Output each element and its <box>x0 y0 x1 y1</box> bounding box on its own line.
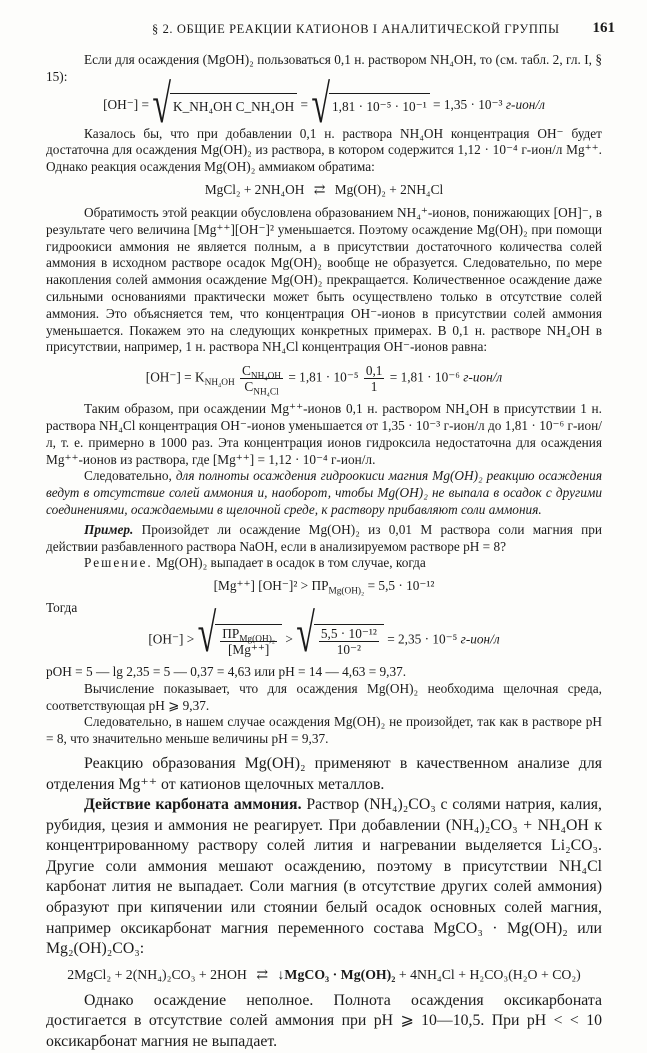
paragraph-conclusion-ammonium <box>46 468 602 518</box>
eq1-root-numeric <box>311 75 429 135</box>
radical-sign: √ <box>296 604 315 664</box>
paragraph-incomplete-precipitation: Однако осаждение неполное. Полнота осаждения оксикарбоната достигается в отсутствие солей аммония при pH ⩾ 10—10,5. При pH < < 10 оксикарбонат магния не выпадает. <box>46 991 602 1051</box>
eq1-unit: г-ион/л <box>505 96 545 112</box>
eq4-sub: Mg(OH)₂ <box>328 586 365 597</box>
eq5-fraction <box>220 626 277 657</box>
eq6-precipitate: ↓MgCO₃ · Mg(OH)₂ <box>277 966 396 982</box>
eq1-root-symbolic <box>152 75 297 135</box>
paragraph-intro: Если для осаждения (MgOH)₂ пользоваться 0,1 н. раствором NH₄OH, то (см. табл. 2, гл. I, § 15): <box>46 52 602 84</box>
page-content <box>46 52 602 1053</box>
page-number: 161 <box>592 20 615 36</box>
calculation-line: pOH = 5 — lg 2,35 = 5 — 0,37 = 4,63 или pH = 14 — 4,63 = 9,37. <box>46 663 407 679</box>
equilibrium-arrow-icon: ⇄ <box>256 967 269 983</box>
radical-sign: √ <box>152 75 172 135</box>
eq5-fraction2-denominator: 10⁻² <box>336 641 362 657</box>
eq5-fraction-numerator: $ПР_{Mg(OH)_2}$ <box>222 625 276 645</box>
eq3-fraction2-denominator: 1 <box>370 379 378 395</box>
then-label: Тогда <box>46 600 78 616</box>
eq5-root1 <box>197 604 282 664</box>
running-header-title: § 2. ОБЩИЕ РЕАКЦИИ КАТИОНОВ I АНАЛИТИЧЕСКОЙ ГРУППЫ <box>152 22 560 36</box>
eq5-lhs: [OH⁻] > <box>148 631 195 647</box>
eq6-left: 2MgCl₂ + 2(NH₄)₂CO₃ + 2HOH <box>67 966 247 982</box>
ammonium-carbonate-text: Раствор (NH₄)₂CO₃ с солями натрия, калия, рубидия, цезия и аммония не реагирует. При добавлении (NH₄)₂CO₃ + NH₄OH к концентрированному раствору солей лития и нагревании выделяется Li₂CO₃. Другие соли аммония мешают осаждению, поэтому в присутствии NH₄Cl карбонат лития не выпадает. Соли магния (в отсутствие других солей аммония) образуют при кипячении или стоянии белый осадок основных солей магния, например оксикарбонат магния переменного состава MgCO₃ · Mg(OH)₂ или Mg₂(OH)₂CO₃: <box>46 796 603 958</box>
eq2-right: Mg(OH)₂ + 2NH₄Cl <box>334 181 444 197</box>
eq3-fraction <box>240 363 283 398</box>
eq3-lhs-sub: NH₄OH <box>204 378 235 389</box>
equilibrium-arrow-icon: ⇄ <box>313 182 326 198</box>
equation-mgcl2-reaction <box>46 181 602 200</box>
eq5-root2 <box>296 604 384 664</box>
eq1-root1: K_NH₄OH C_NH₄OH <box>170 93 297 119</box>
radical-sign: √ <box>311 75 331 135</box>
paragraph-mg-separation: Реакцию образования Mg(OH)₂ применяют в качественном анализе для отделения Mg⁺⁺ от катионов щелочных металлов. <box>46 754 602 793</box>
paragraph-ammonium-carbonate <box>46 795 602 960</box>
eq1-lhs: [OH⁻] = <box>103 96 150 112</box>
eq3-fraction2 <box>364 363 385 394</box>
equation-oh-concentration <box>46 75 602 135</box>
eq1-rhs: = 1,35 · 10⁻³ <box>433 96 503 112</box>
eq5-fraction2-numerator: 5,5 · 10⁻¹² <box>320 625 377 641</box>
solution-label: Решение. <box>84 555 153 571</box>
paragraph-calculation-result: Вычисление показывает, что для осаждения Mg(OH)₂ необходима щелочная среда, соответствующая pH ⩾ 9,37. <box>46 680 602 713</box>
equation-oh-with-nh4cl <box>46 363 602 398</box>
eq2-left: MgCl₂ + 2NH₄OH <box>204 181 305 197</box>
paragraph-reversibility-explanation: Обратимость этой реакции обусловлена образованием NH₄⁺-ионов, понижающих [OH]⁻, в результате чего величина [Mg⁺⁺][OH⁻]² уменьшается. Поэтому осаждение Mg(OH)₂ при помощи гидроокиси аммония не является полным, а в присутствии достаточного количества солей аммония в исходном растворе осадок Mg(OH)₂ вообще не образуется. Следовательно, по мере накопления солей аммония осаждение Mg(OH)₂ прекращается. Количественное осаждение даже сильными основаниями практически может быть осуществлено только в отсутствие солей аммония. Это объясняется тем, что концентрация OH⁻-ионов в присутствии солей аммония уменьшается. Покажем это на следующих конкретных примерах. В 0,1 н. растворе NH₄OH в присутствии, например, 1 н. раствора NH₄Cl концентрация OH⁻-ионов равна: <box>46 204 602 355</box>
eq3-unit: г-ион/л <box>463 369 503 385</box>
eq6-right: + 4NH₄Cl + H₂CO₃(H₂O + CO₂) <box>398 966 581 982</box>
solution-text: Mg(OH)₂ выпадает в осадок в том случае, когда <box>156 555 426 571</box>
example-label: Пример. <box>84 521 134 537</box>
conclusion-italic: для полноты осаждения гидроокиси магния Mg(OH)₂ реакцию осаждения ведут в отсутствие солей аммония и, наоборот, чтобы Mg(OH)₂ не выпала в осадок с другими соединениями, осаждаемыми в щелочной среде, к раствору прибавляют соли аммония. <box>46 468 602 517</box>
paragraph-solution <box>46 555 602 572</box>
running-header <box>48 22 619 42</box>
eq5-gt: > <box>285 631 293 647</box>
section-title: Действие карбоната аммония. <box>84 796 302 814</box>
paragraph-example <box>46 522 602 556</box>
paragraph-reversibility-intro: Казалось бы, что при добавлении 0,1 н. раствора NH₄OH концентрация OH⁻ будет достаточна для осаждения Mg(OH)₂ из раствора, в котором содержится 1,12 · 10⁻⁴ г-ион/л Mg⁺⁺. Однако реакция осаждения Mg(OH)₂ аммиаком обратима: <box>46 125 602 175</box>
eq5-unit: г-ион/л <box>460 631 500 647</box>
eq3-fraction-denominator: $C_{NH_4Cl}$ <box>244 379 279 398</box>
eq3-fraction-numerator: $C_{NH_4OH}$ <box>242 363 282 382</box>
large-text-section <box>46 754 602 1053</box>
eq4-text: [Mg⁺⁺] [OH⁻]² > ПР <box>213 578 329 594</box>
eq3-mid: = 1,81 · 10⁻⁵ <box>288 369 359 385</box>
eq5-rhs: = 2,35 · 10⁻⁵ <box>387 631 458 647</box>
equation-solubility-product <box>46 577 602 595</box>
radical-sign: √ <box>197 604 217 664</box>
eq1-equals: = <box>300 96 309 112</box>
eq3-fraction2-numerator: 0,1 <box>365 363 383 379</box>
example-text: Произойдет ли осаждение Mg(OH)₂ из 0,01 M раствора соли магния при действии разбавленного раствора NaOH, если в анализируемом растворе pH = 8? <box>46 521 603 554</box>
conclusion-lead: Следовательно, <box>84 468 172 484</box>
eq5-fraction-denominator: [Mg⁺⁺] <box>227 641 270 657</box>
eq3-lhs: [OH⁻] = K <box>145 369 205 385</box>
eq4-rhs: = 5,5 · 10⁻¹² <box>367 578 435 594</box>
eq1-root2: 1,81 · 10⁻⁵ · 10⁻¹ <box>329 93 430 119</box>
paragraph-example-conclusion: Следовательно, в нашем случае осаждения Mg(OH)₂ не произойдет, так как в растворе pH = 8, что значительно меньше величины pH = 9,37. <box>46 714 602 747</box>
equation-oxycarbonate <box>46 966 602 985</box>
eq5-fraction2 <box>319 626 379 657</box>
paragraph-concentration-drop: Таким образом, при осаждении Mg⁺⁺-ионов 0,1 н. раствором NH₄OH в присутствии 1 н. раствора NH₄Cl концентрация OH⁻-ионов уменьшается от 1,35 · 10⁻³ г-ион/л до 1,81 · 10⁻⁶ г-ион/л, т. е. примерно в 1000 раз. Эта концентрация ионов гидроксила недостаточна для осаждения Mg⁺⁺-ионов из раствора, где [Mg⁺⁺] = 1,12 · 10⁻⁴ г-ион/л. <box>46 401 602 467</box>
eq3-rhs: = 1,81 · 10⁻⁶ <box>389 369 460 385</box>
